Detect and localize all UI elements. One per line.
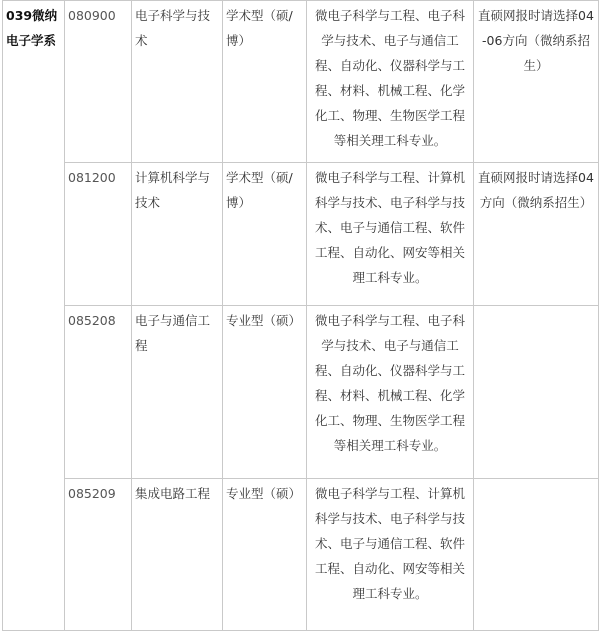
major-name: 电子科学与技术: [132, 1, 223, 163]
major-code: 085208: [65, 306, 132, 479]
major-code: 080900: [65, 1, 132, 163]
application-note: 直硕网报时请选择04-06方向（微纳系招生）: [474, 1, 599, 163]
table-row: [3, 1, 599, 163]
degree-type: 学术型（硕/博）: [223, 1, 307, 163]
table-row: [3, 479, 599, 631]
application-note: [474, 479, 599, 631]
related-majors: 微电子科学与工程、计算机科学与技术、电子科学与技术、电子与通信工程、软件工程、自动化、网安等相关理工科专业。: [307, 163, 474, 306]
table-row: [3, 163, 599, 306]
degree-type: 专业型（硕）: [223, 479, 307, 631]
major-name: 集成电路工程: [132, 479, 223, 631]
major-code: 081200: [65, 163, 132, 306]
department-name: 039微纳电子学系: [3, 1, 65, 631]
related-majors: 微电子科学与工程、电子科学与技术、电子与通信工程、自动化、仪器科学与工程、材料、机械工程、化学化工、物理、生物医学工程等相关理工科专业。: [307, 1, 474, 163]
major-name: 计算机科学与技术: [132, 163, 223, 306]
degree-type: 专业型（硕）: [223, 306, 307, 479]
application-note: [474, 306, 599, 479]
degree-type: 学术型（硕/博）: [223, 163, 307, 306]
related-majors: 微电子科学与工程、电子科学与技术、电子与通信工程、自动化、仪器科学与工程、材料、机械工程、化学化工、物理、生物医学工程等相关理工科专业。: [307, 306, 474, 479]
major-code: 085209: [65, 479, 132, 631]
major-name: 电子与通信工程: [132, 306, 223, 479]
table-row: [3, 306, 599, 479]
majors-table: [2, 0, 599, 631]
related-majors: 微电子科学与工程、计算机科学与技术、电子科学与技术、电子与通信工程、软件工程、自动化、网安等相关理工科专业。: [307, 479, 474, 631]
application-note: 直硕网报时请选择04方向（微纳系招生）: [474, 163, 599, 306]
